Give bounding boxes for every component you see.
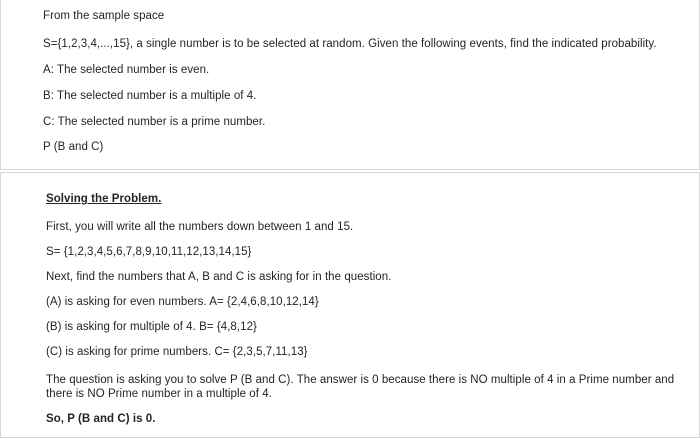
asked-probability: P (B and C): [43, 141, 104, 153]
event-a: A: The selected number is even.: [43, 64, 210, 76]
question-intro: From the sample space: [43, 10, 165, 22]
solution-heading: Solving the Problem.: [46, 193, 162, 205]
question-statement: S={1,2,3,4,...,15}, a single number is to be selected at random. Given the following events, find the indicated probability.: [43, 38, 657, 50]
solution-step-1: First, you will write all the numbers down between 1 and 15.: [46, 221, 354, 233]
set-a: (A) is asking for even numbers. A= {2,4,6,8,10,12,14}: [46, 296, 319, 308]
final-answer: So, P (B and C) is 0.: [46, 413, 156, 425]
question-panel: [0, 0, 700, 170]
event-b: B: The selected number is a multiple of 4.: [43, 90, 257, 102]
solution-step-2: Next, find the numbers that A, B and C is asking for in the question.: [46, 271, 392, 283]
event-c: C: The selected number is a prime number.: [43, 116, 266, 128]
solution-panel: [0, 172, 700, 438]
set-c: (C) is asking for prime numbers. C= {2,3,5,7,11,13}: [46, 346, 308, 358]
explanation: The question is asking you to solve P (B and C). The answer is 0 because there is NO multiple of 4 in a Prime number and there is NO Prime number in a multiple of 4.: [46, 374, 675, 400]
sample-space: S= {1,2,3,4,5,6,7,8,9,10,11,12,13,14,15}: [46, 246, 252, 258]
set-b: (B) is asking for multiple of 4. B= {4,8,12}: [46, 321, 257, 333]
